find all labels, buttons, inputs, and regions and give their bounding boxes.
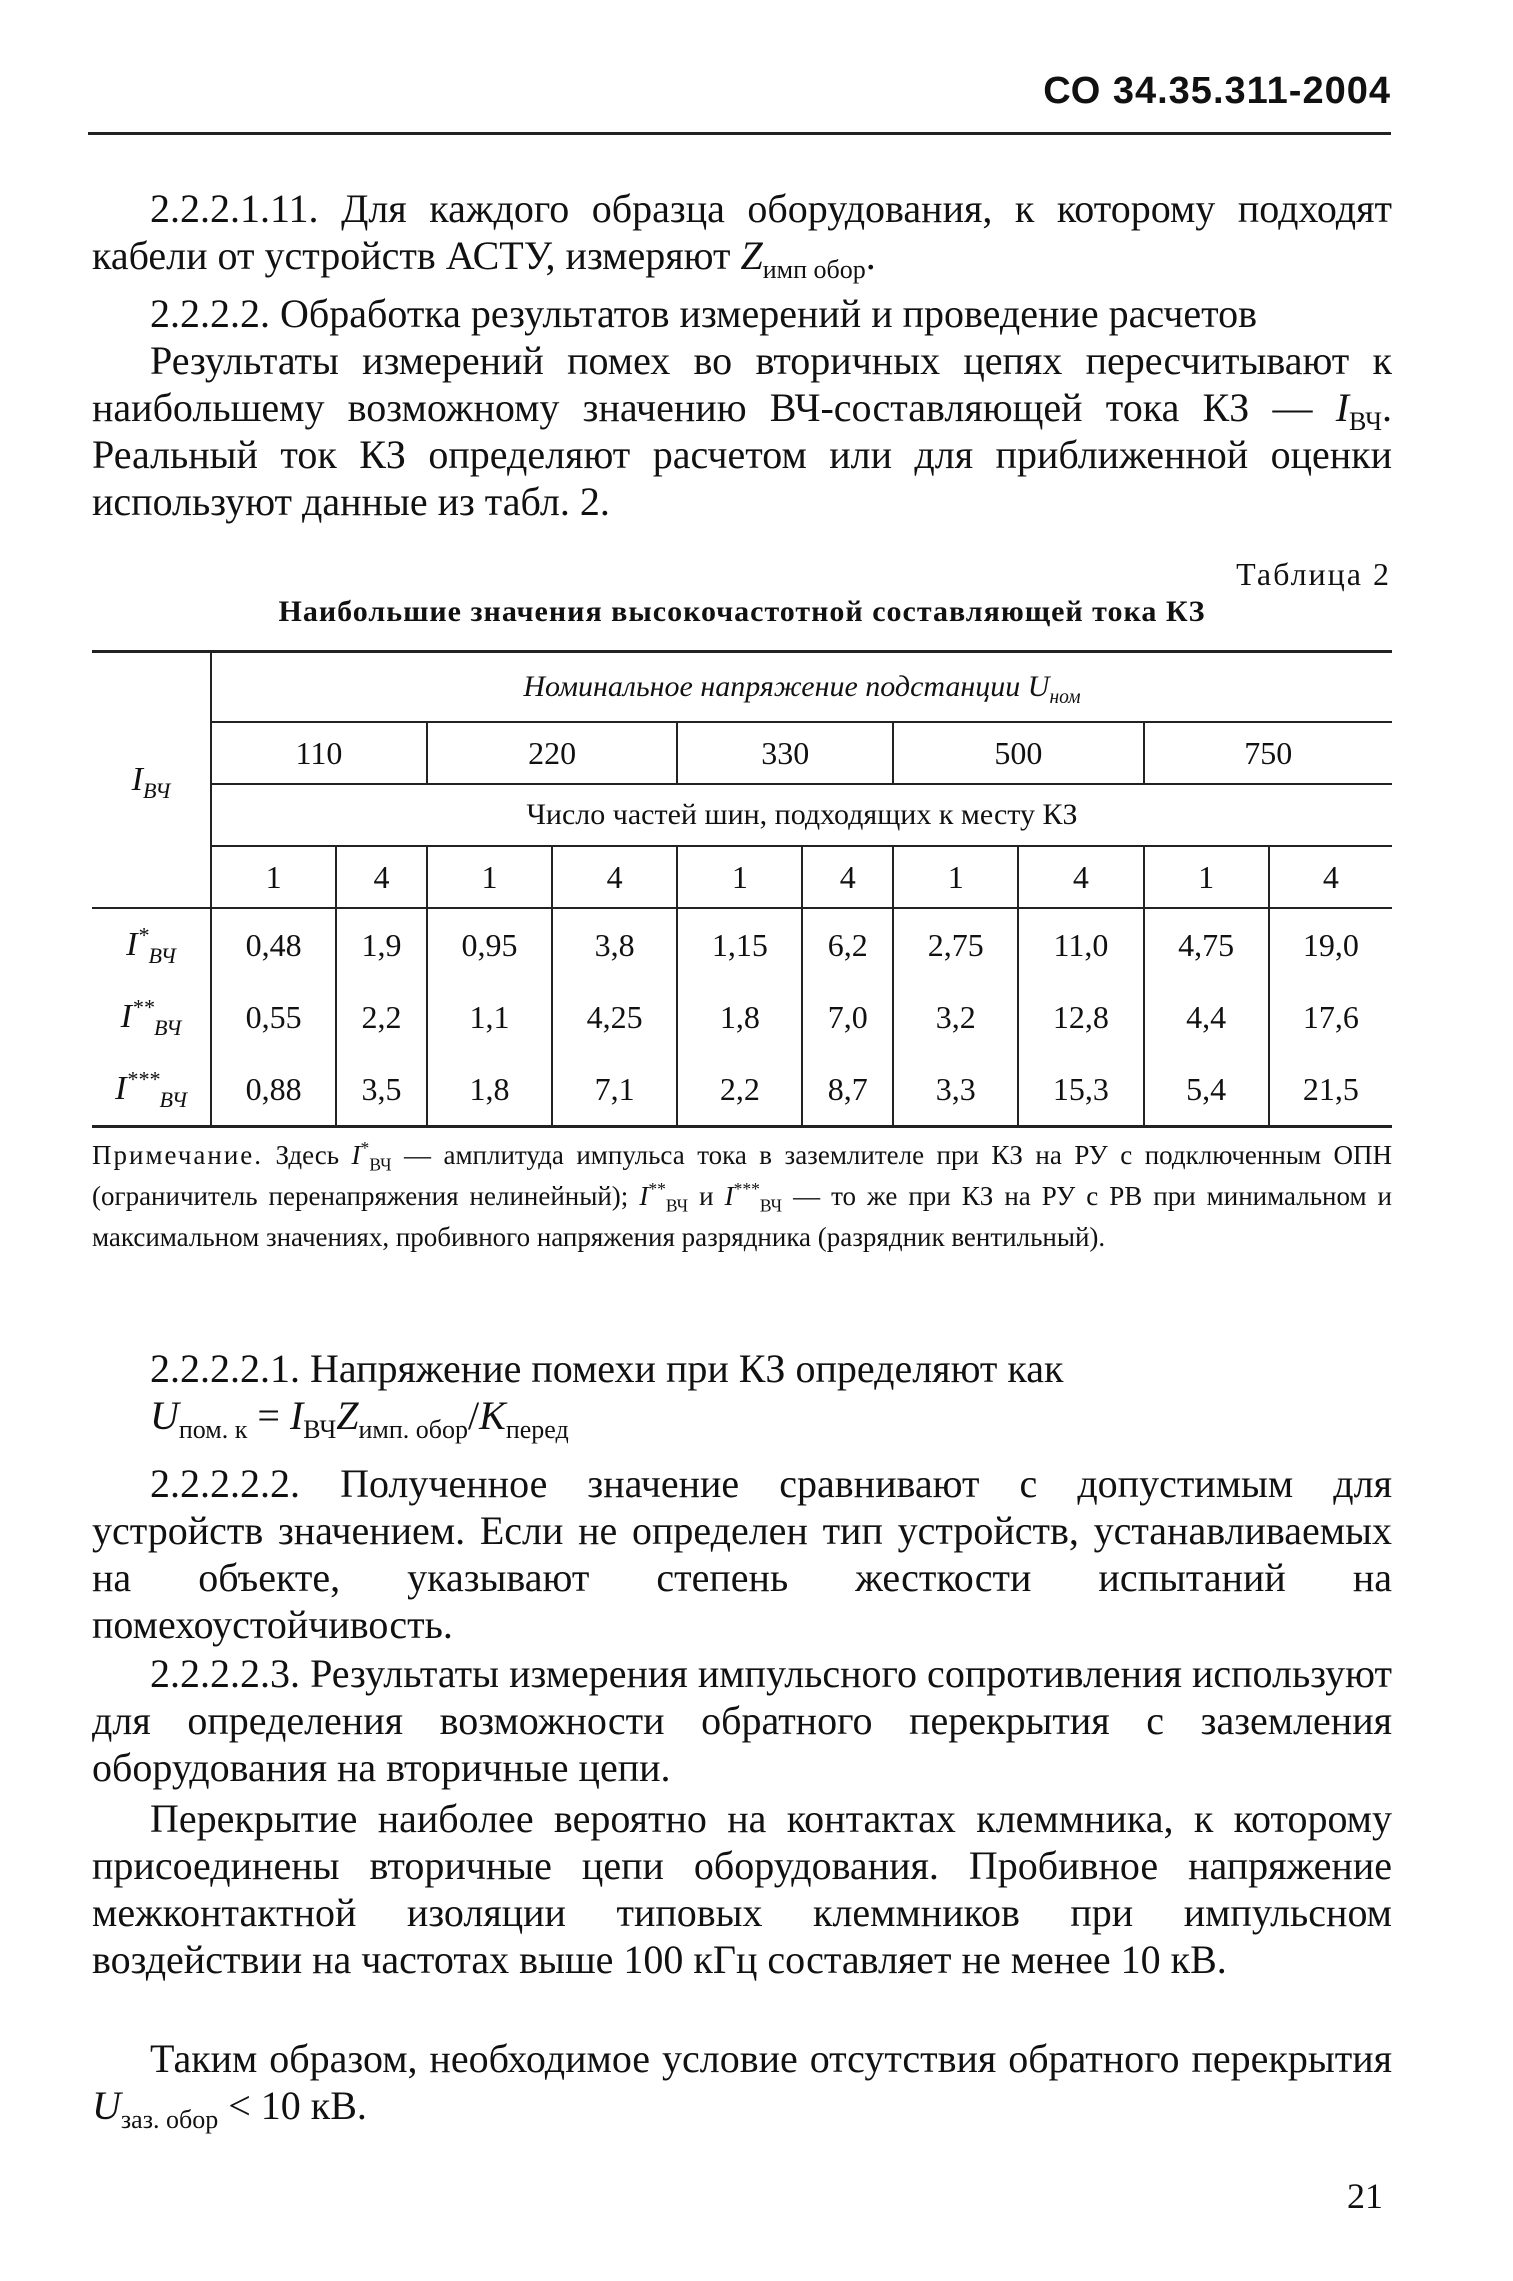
formula-z-sub: имп. обор — [358, 1415, 469, 1444]
p2-text: 2.2.2.2. Обработка результатов измерений и проведение расчетов — [150, 291, 1257, 336]
note-s2-sup: ** — [648, 1179, 666, 1199]
table-note — [92, 1135, 1392, 1258]
paragraph-conclusion — [92, 2035, 1392, 2134]
note-s1-sub: ВЧ — [369, 1154, 392, 1175]
p8-symbol: U — [92, 2083, 121, 2128]
note-s3: I — [724, 1181, 734, 1211]
formula — [150, 1392, 1350, 1444]
voltage-cell: 500 — [893, 722, 1143, 784]
value-cell: 3,5 — [336, 1053, 427, 1127]
row-label-sup: * — [137, 922, 149, 948]
voltage-header-sub: ном — [1049, 687, 1081, 708]
p1-sub: имп обор — [762, 255, 866, 284]
paragraph-2-2-2-2-3 — [92, 1650, 1392, 1791]
current-table — [92, 650, 1392, 1128]
p3-text-a: Результаты измерений помех во вторичных цепях пересчитывают к наибольшему возможному значению ВЧ-составляющей тока КЗ — — [92, 338, 1392, 430]
voltage-cell: 750 — [1144, 722, 1392, 784]
table-caption: Таблица 2 — [1236, 556, 1391, 592]
data-row — [92, 981, 1392, 1053]
page-header — [88, 70, 1391, 135]
parts-cell: 4 — [802, 846, 893, 908]
paragraph-results — [92, 337, 1392, 525]
row-label-sup: ** — [131, 994, 155, 1020]
p8-text: Таким образом, необходимое условие отсутствия обратного перекрытия — [150, 2036, 1392, 2081]
formula-k-sub: перед — [505, 1415, 569, 1444]
value-cell: 1,1 — [427, 981, 552, 1053]
data-row — [92, 1053, 1392, 1127]
value-cell: 3,3 — [893, 1053, 1018, 1127]
value-cell: 12,8 — [1018, 981, 1143, 1053]
section-title-2-2-2-2 — [92, 290, 1392, 337]
row-header-symbol: I — [131, 761, 143, 798]
value-cell: 4,75 — [1144, 908, 1269, 981]
voltage-header-text: Номинальное напряжение подстанции U — [523, 670, 1050, 703]
p8-tail: < 10 кВ. — [218, 2083, 367, 2128]
value-cell: 11,0 — [1018, 908, 1143, 981]
formula-eq: = — [247, 1393, 290, 1438]
p1-text: 2.2.2.1.11. Для каждого образца оборудования, к которому подходят кабели от устройств АСТУ, измеряют — [92, 186, 1392, 278]
page-number: 21 — [1347, 2176, 1383, 2216]
parts-cell: 4 — [1269, 846, 1392, 908]
row-label-sup: *** — [126, 1066, 160, 1092]
value-cell: 1,8 — [677, 981, 802, 1053]
value-cell: 0,55 — [211, 981, 336, 1053]
value-cell: 2,2 — [677, 1053, 802, 1127]
parts-cell: 1 — [211, 846, 336, 908]
p3-text-b: . Реальный ток КЗ определяют расчетом или для приближенной оценки используют данные из табл. 2. — [92, 385, 1392, 524]
formula-slash: / — [468, 1393, 480, 1438]
note-s3-sub: ВЧ — [759, 1195, 783, 1216]
paragraph-2-2-2-1-11 — [92, 185, 1392, 284]
p1-symbol: Z — [740, 233, 763, 278]
value-cell: 7,0 — [802, 981, 893, 1053]
row-label — [92, 981, 211, 1053]
row-label-symbol: I — [115, 1070, 127, 1107]
formula-u-sub: пом. к — [178, 1415, 248, 1444]
value-cell: 17,6 — [1269, 981, 1392, 1053]
value-cell: 0,88 — [211, 1053, 336, 1127]
value-cell: 2,75 — [893, 908, 1018, 981]
formula-k: K — [479, 1393, 506, 1438]
value-cell: 0,95 — [427, 908, 552, 981]
parts-cell: 4 — [1018, 846, 1143, 908]
p4-text: 2.2.2.2.1. Напряжение помехи при КЗ определяют как — [150, 1346, 1064, 1391]
voltage-row — [92, 722, 1392, 784]
paragraph-2-2-2-2-2 — [92, 1460, 1392, 1648]
row-label-sub: ВЧ — [159, 1086, 187, 1112]
row-label-symbol: I — [126, 926, 138, 963]
table-title: Наибольшие значения высокочастотной составляющей тока КЗ — [278, 595, 1206, 628]
value-cell: 19,0 — [1269, 908, 1392, 981]
p3-symbol: I — [1335, 385, 1350, 430]
note-c: и — [688, 1181, 725, 1211]
parts-header: Число частей шин, подходящих к месту КЗ — [211, 784, 1392, 846]
parts-row — [92, 846, 1392, 908]
row-label — [92, 908, 211, 981]
note-title: Примечание. — [92, 1140, 264, 1170]
value-cell: 15,3 — [1018, 1053, 1143, 1127]
parts-cell: 4 — [336, 846, 427, 908]
value-cell: 0,48 — [211, 908, 336, 981]
paragraph-2-2-2-2-1 — [92, 1345, 1392, 1392]
parts-cell: 4 — [552, 846, 677, 908]
p7-text: Перекрытие наиболее вероятно на контактах клеммника, к которому присоединены вторичные цепи оборудования. Пробивное напряжение межконтактной изоляции типовых клеммников при импульсном воздействии на частотах выше 100 кГц составляет не менее 10 кВ. — [92, 1796, 1392, 1982]
note-s3-sup: *** — [733, 1179, 760, 1199]
p8-sub: заз. обор — [120, 2105, 219, 2134]
p1-tail: . — [865, 233, 876, 278]
data-row — [92, 908, 1392, 981]
value-cell: 1,15 — [677, 908, 802, 981]
note-s2: I — [639, 1181, 649, 1211]
paragraph-overlap — [92, 1795, 1392, 1983]
value-cell: 7,1 — [552, 1053, 677, 1127]
value-cell: 1,9 — [336, 908, 427, 981]
voltage-cell: 110 — [211, 722, 427, 784]
doc-number: СО 34.35.311-2004 — [1043, 70, 1391, 112]
note-s1: I — [351, 1140, 361, 1170]
value-cell: 1,8 — [427, 1053, 552, 1127]
p3-sub: ВЧ — [1349, 407, 1382, 436]
voltage-header — [211, 652, 1392, 723]
note-s2-sub: ВЧ — [665, 1195, 689, 1216]
row-header-sub: ВЧ — [142, 777, 171, 803]
parts-cell: 1 — [1144, 846, 1269, 908]
note-a: Здесь — [263, 1140, 352, 1170]
row-label-symbol: I — [120, 998, 132, 1035]
row-label — [92, 1053, 211, 1127]
note-s1-sup: * — [360, 1138, 370, 1158]
value-cell: 3,8 — [552, 908, 677, 981]
note-b: — амплитуда импульса тока в заземлителе при КЗ на РУ с подключенным ОПН (ограничитель перенапряжения нелинейный); — [92, 1140, 1393, 1211]
value-cell: 3,2 — [893, 981, 1018, 1053]
voltage-cell: 220 — [427, 722, 677, 784]
value-cell: 2,2 — [336, 981, 427, 1053]
formula-z: Z — [336, 1393, 359, 1438]
p6-text: 2.2.2.2.3. Результаты измерения импульсного сопротивления используют для определения возможности обратного перекрытия с заземления оборудования на вторичные цепи. — [92, 1651, 1392, 1790]
value-cell: 6,2 — [802, 908, 893, 981]
row-label-sub: ВЧ — [154, 1014, 182, 1040]
p5-text: 2.2.2.2.2. Полученное значение сравнивают с допустимым для устройств значением. Если не определен тип устройств, устанавливаемых на объекте, указывают степень жесткости испытаний на помехоустойчивость. — [92, 1461, 1392, 1647]
formula-i: I — [289, 1393, 304, 1438]
row-label-sub: ВЧ — [148, 942, 176, 968]
row-header-cell — [92, 652, 211, 909]
value-cell: 4,25 — [552, 981, 677, 1053]
formula-u: U — [150, 1393, 179, 1438]
parts-cell: 1 — [677, 846, 802, 908]
voltage-cell: 330 — [677, 722, 893, 784]
value-cell: 21,5 — [1269, 1053, 1392, 1127]
value-cell: 8,7 — [802, 1053, 893, 1127]
note-d: — то же при КЗ на РУ с РВ при минимальном и максимальном значениях, пробивного напряжения разрядника (разрядник вентильный). — [92, 1181, 1393, 1252]
formula-i-sub: ВЧ — [303, 1415, 337, 1444]
parts-cell: 1 — [893, 846, 1018, 908]
value-cell: 5,4 — [1144, 1053, 1269, 1127]
value-cell: 4,4 — [1144, 981, 1269, 1053]
parts-cell: 1 — [427, 846, 552, 908]
